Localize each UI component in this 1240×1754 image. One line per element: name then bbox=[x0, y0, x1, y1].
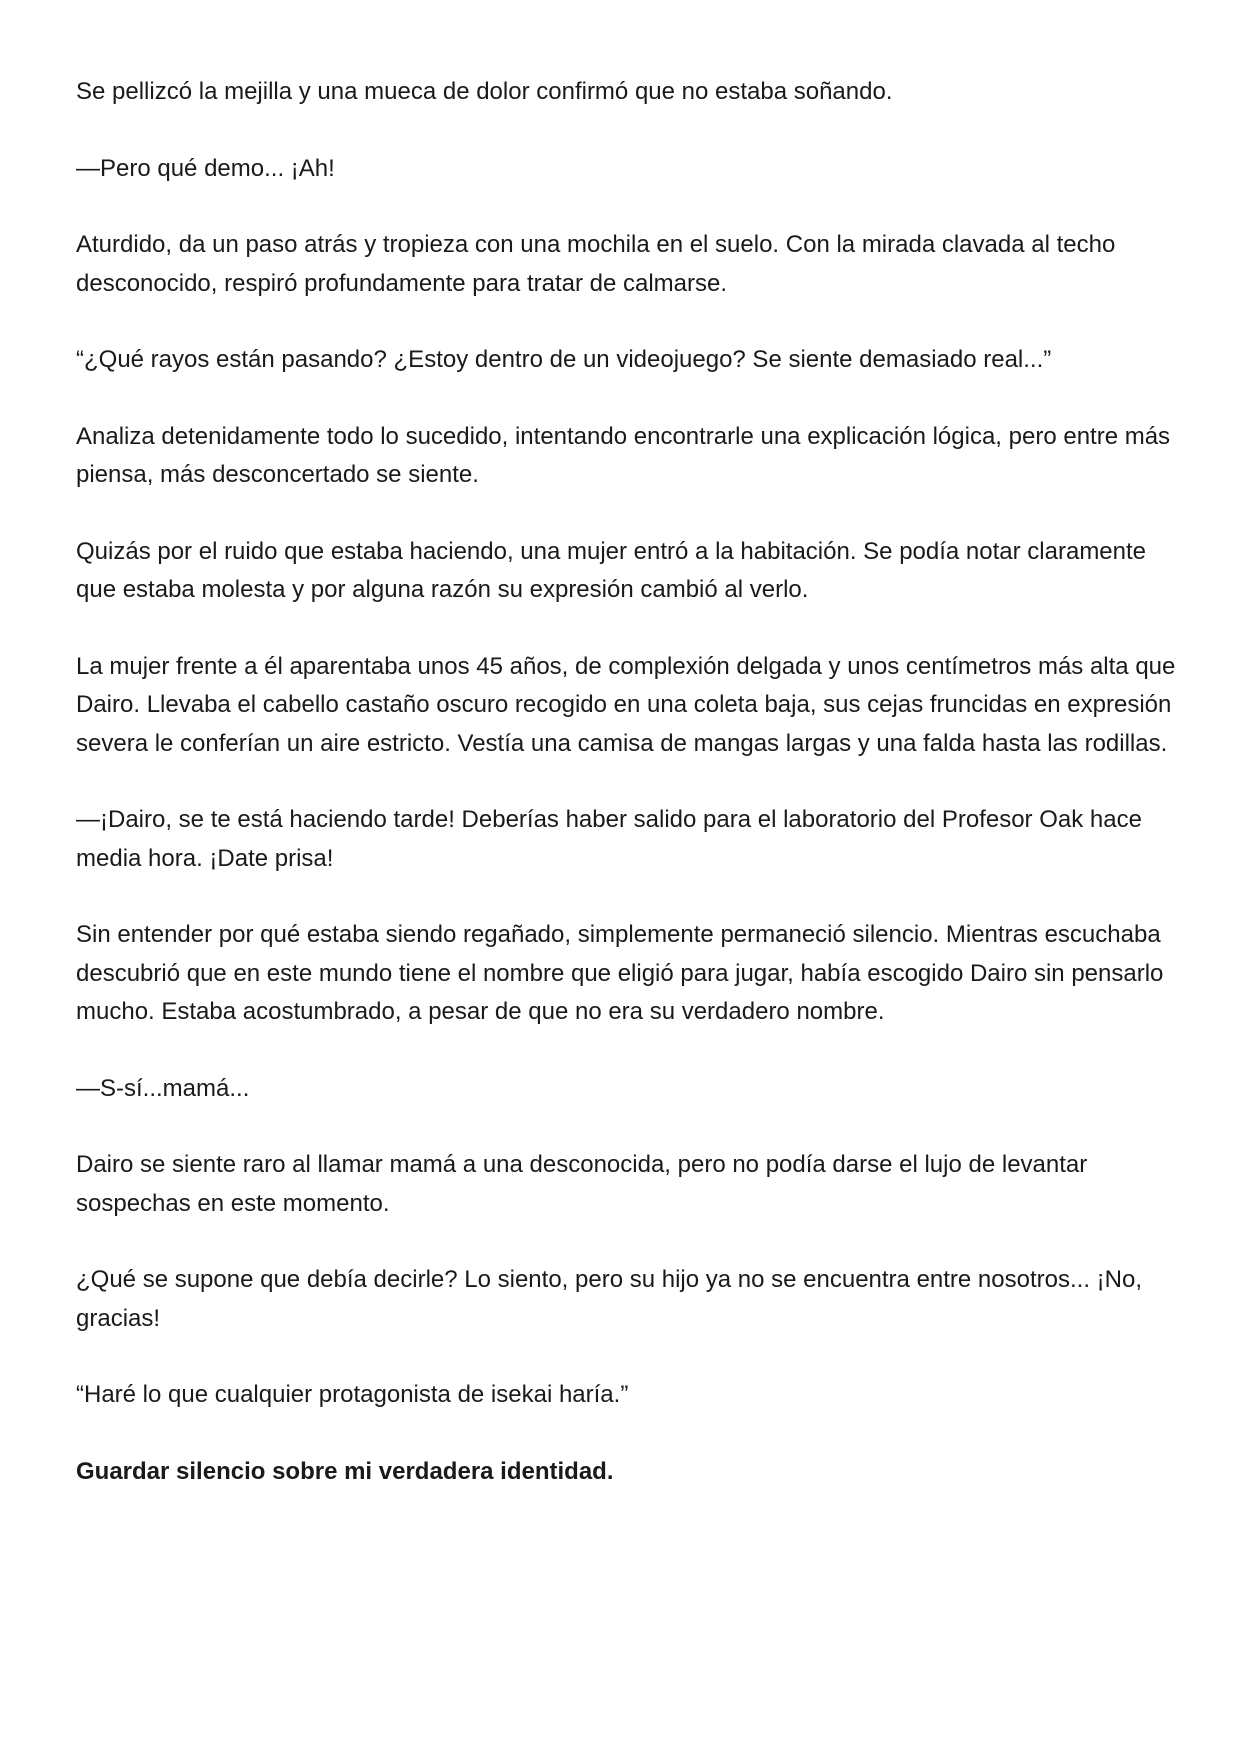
bold-closing-line: Guardar silencio sobre mi verdadera identidad. bbox=[76, 1457, 614, 1485]
dialogue-line: —Pero qué demo... ¡Ah! bbox=[76, 154, 335, 182]
paragraph: ¿Qué se supone que debía decirle? Lo siento, pero su hijo ya no se encuentra entre nosotros... ¡No, gracias! bbox=[76, 1266, 1142, 1332]
paragraph: Aturdido, da un paso atrás y tropieza con una mochila en el suelo. Con la mirada clavada al techo desconocido, respiró profundamente para tratar de calmarse. bbox=[76, 231, 1116, 297]
dialogue-line: —S-sí...mamá... bbox=[76, 1074, 250, 1102]
paragraph: Sin entender por qué estaba siendo regañado, simplemente permaneció silencio. Mientras escuchaba descubrió que en este mundo tiene el nombre que eligió para jugar, había escogido Dairo sin pensarlo mucho. Estaba acostumbrado, a pesar de que no era su verdadero nombre. bbox=[76, 921, 1164, 1025]
thought-quote: “Haré lo que cualquier protagonista de isekai haría.” bbox=[76, 1381, 629, 1408]
thought-quote: “¿Qué rayos están pasando? ¿Estoy dentro de un videojuego? Se siente demasiado real...” bbox=[76, 346, 1052, 373]
paragraph: Quizás por el ruido que estaba haciendo, una mujer entró a la habitación. Se podía notar claramente que estaba molesta y por alguna razón su expresión cambió al verlo. bbox=[76, 537, 1147, 603]
paragraph: Dairo se siente raro al llamar mamá a una desconocida, pero no podía darse el lujo de levantar sospechas en este momento. bbox=[76, 1151, 1088, 1217]
document-body bbox=[76, 73, 1176, 1529]
paragraph: La mujer frente a él aparentaba unos 45 años, de complexión delgada y unos centímetros más alta que Dairo. Llevaba el cabello castaño oscuro recogido en una coleta baja, sus cejas fruncidas en expresión severa le conferían un aire estricto. Vestía una camisa de mangas largas y una falda hasta las rodillas. bbox=[76, 652, 1176, 757]
dialogue-line: —¡Dairo, se te está haciendo tarde! Deberías haber salido para el laboratorio del Profesor Oak hace media hora. ¡Date prisa! bbox=[76, 806, 1142, 872]
paragraph: Analiza detenidamente todo lo sucedido, intentando encontrarle una explicación lógica, pero entre más piensa, más desconcertado se siente. bbox=[76, 422, 1171, 488]
paragraph: Se pellizcó la mejilla y una mueca de dolor confirmó que no estaba soñando. bbox=[76, 78, 893, 105]
